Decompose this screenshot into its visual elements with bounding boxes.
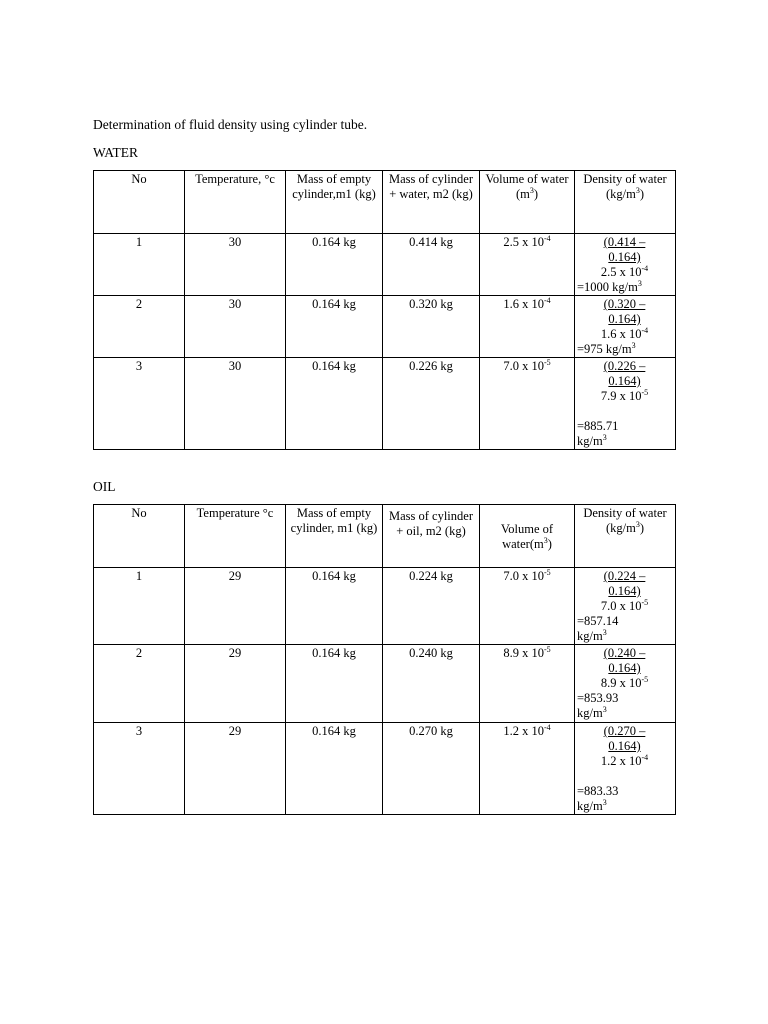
cell-temperature: 30 [185, 358, 286, 450]
cell-no: 1 [94, 234, 185, 296]
density-result: =975 $kg/m^3$ [577, 340, 636, 356]
cell-no: 3 [94, 358, 185, 450]
cell-mass-full: 0.320 kg [383, 296, 480, 358]
cell-temperature: 30 [185, 234, 286, 296]
cell-temperature: 30 [185, 296, 286, 358]
table-header-row [94, 505, 676, 568]
table-row [94, 234, 676, 296]
density-numerator: (0.226 – 0.164) [603, 359, 646, 388]
header-temperature: Temperature, °c [185, 171, 286, 234]
cell-mass-empty: 0.164 kg [286, 296, 383, 358]
table-row [94, 723, 676, 815]
density-denominator: 1.6 x $10^{-4}$ [600, 325, 649, 341]
oil-table [93, 504, 676, 815]
density-denominator: 7.0 x $10^{-5}$ [600, 597, 649, 613]
header-density: Density of water $(kg/m^3)$ [575, 171, 676, 234]
table-row [94, 358, 676, 450]
page-title: Determination of fluid density using cylinder tube. [93, 117, 368, 132]
density-result: =885.71 $kg/m^3$ [577, 419, 619, 448]
density-numerator: (0.224 – 0.164) [603, 569, 646, 598]
cell-mass-full: 0.270 kg [383, 723, 480, 815]
density-denominator: 8.9 x $10^{-5}$ [600, 674, 649, 690]
header-mass-empty: Mass of empty cylinder, m1 (kg) [286, 505, 383, 568]
header-mass-full: Mass of cylinder + oil, m2 (kg) [383, 505, 480, 568]
density-result: =883.33 $kg/m^3$ [577, 784, 619, 813]
cell-mass-empty: 0.164 kg [286, 234, 383, 296]
density-numerator: (0.320 – 0.164) [603, 297, 646, 326]
cell-temperature: 29 [185, 723, 286, 815]
table-row [94, 296, 676, 358]
cell-volume: 1.2 x $10^{-4}$ [480, 723, 575, 815]
density-result: =853.93 $kg/m^3$ [577, 691, 619, 720]
cell-volume: 1.6 x $10^{-4}$ [480, 296, 575, 358]
table-row [94, 568, 676, 645]
cell-temperature: 29 [185, 568, 286, 645]
cell-temperature: 29 [185, 645, 286, 723]
cell-mass-empty: 0.164 kg [286, 723, 383, 815]
cell-volume: 7.0 x $10^{-5}$ [480, 568, 575, 645]
cell-mass-full: 0.240 kg [383, 645, 480, 723]
table-header-row [94, 171, 676, 234]
density-denominator: 2.5 x $10^{-4}$ [600, 263, 649, 279]
header-no: No [94, 171, 185, 234]
density-denominator: 7.9 x $10^{-5}$ [600, 387, 649, 403]
cell-no: 3 [94, 723, 185, 815]
density-denominator: 1.2 x $10^{-4}$ [600, 752, 649, 768]
cell-volume: 2.5 x $10^{-4}$ [480, 234, 575, 296]
cell-no: 2 [94, 645, 185, 723]
cell-density [575, 358, 676, 450]
cell-density [575, 645, 676, 723]
cell-no: 1 [94, 568, 185, 645]
oil-section-label: OIL [93, 479, 116, 494]
header-volume: Volume of water $(m^3)$ [480, 171, 575, 234]
cell-mass-empty: 0.164 kg [286, 568, 383, 645]
header-mass-full: Mass of cylinder + water, m2 (kg) [383, 171, 480, 234]
water-table [93, 170, 676, 450]
density-result: =1000 $kg/m^3$ [577, 278, 642, 294]
header-no: No [94, 505, 185, 568]
density-result: =857.14 $kg/m^3$ [577, 614, 619, 643]
cell-mass-full: 0.414 kg [383, 234, 480, 296]
cell-no: 2 [94, 296, 185, 358]
cell-density [575, 296, 676, 358]
cell-mass-full: 0.226 kg [383, 358, 480, 450]
header-density: Density of water $(kg/m^3)$ [575, 505, 676, 568]
cell-volume: 7.0 x $10^{-5}$ [480, 358, 575, 450]
water-section-label: WATER [93, 145, 138, 160]
cell-volume: 8.9 x $10^{-5}$ [480, 645, 575, 723]
header-volume: Volume of $water(m^3)$ [480, 505, 575, 568]
table-row [94, 645, 676, 723]
cell-density [575, 234, 676, 296]
cell-mass-empty: 0.164 kg [286, 358, 383, 450]
header-mass-empty: Mass of empty cylinder,m1 (kg) [286, 171, 383, 234]
cell-density [575, 568, 676, 645]
header-temperature: Temperature °c [185, 505, 286, 568]
density-numerator: (0.414 – 0.164) [603, 235, 646, 264]
cell-density [575, 723, 676, 815]
cell-mass-full: 0.224 kg [383, 568, 480, 645]
cell-mass-empty: 0.164 kg [286, 645, 383, 723]
density-numerator: (0.240 – 0.164) [603, 646, 646, 675]
density-numerator: (0.270 – 0.164) [603, 724, 646, 753]
